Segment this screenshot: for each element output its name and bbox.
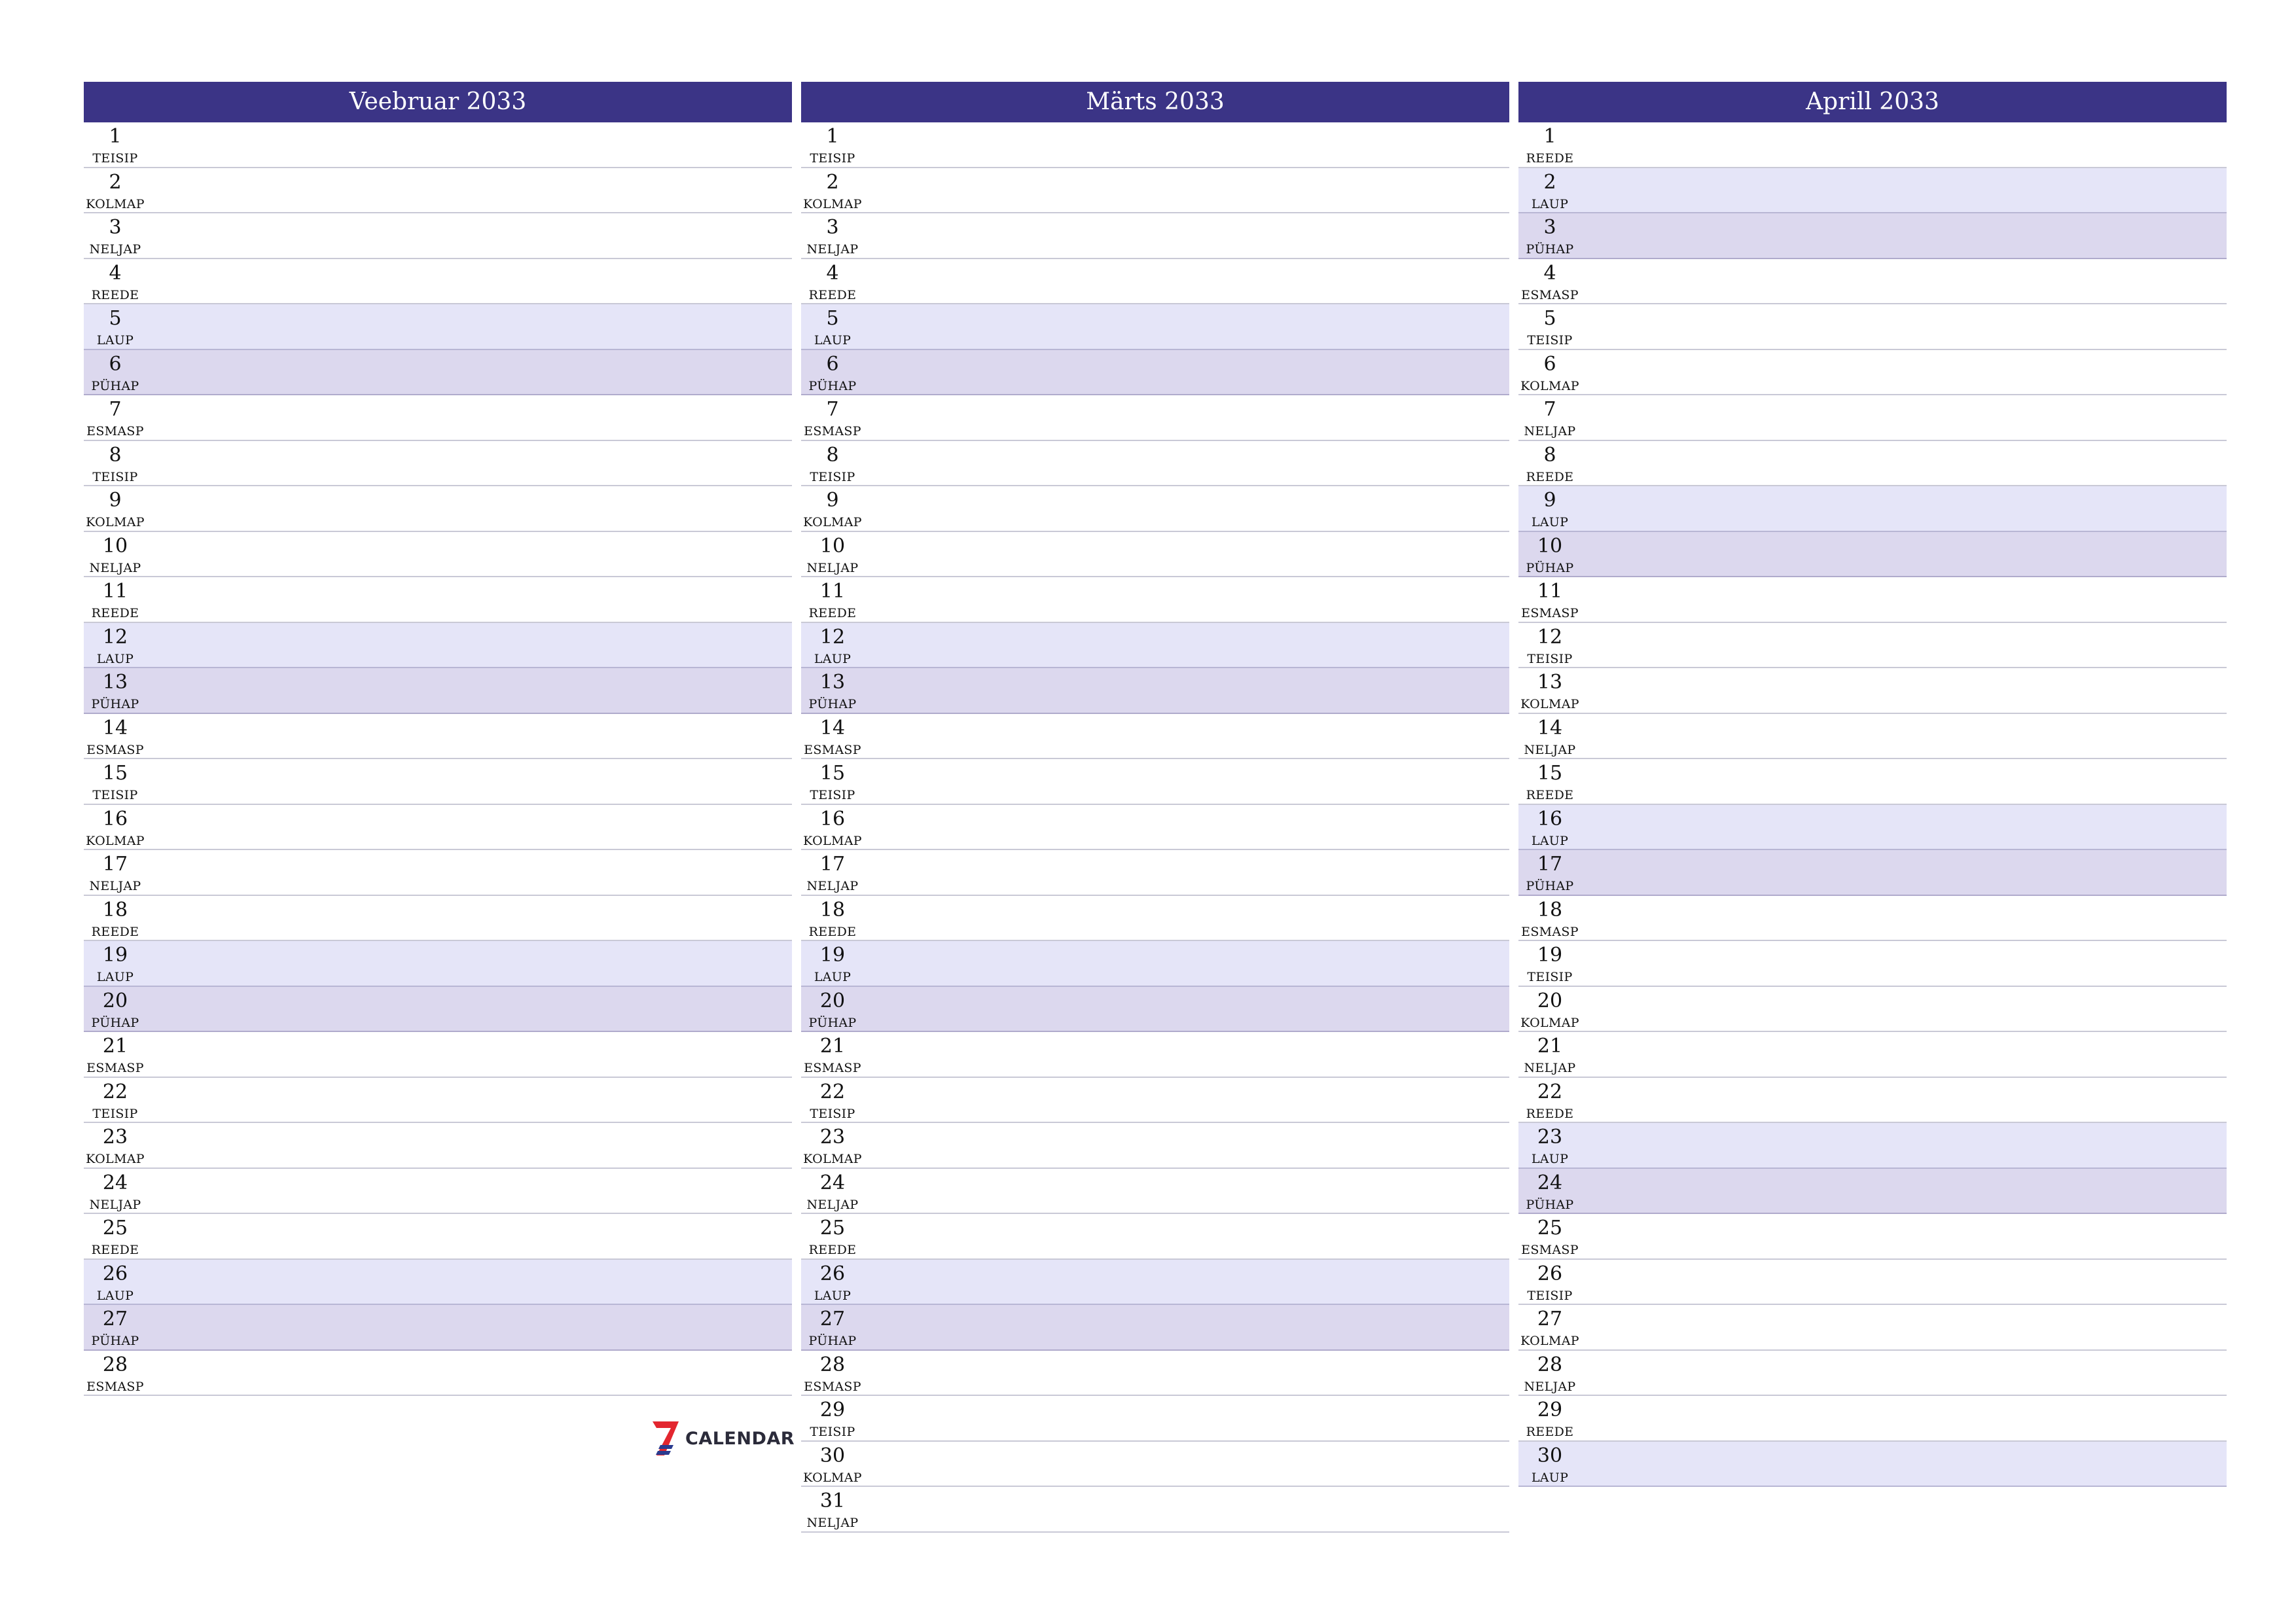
weekday-label: TEISIP bbox=[810, 151, 855, 166]
day-number: 2 bbox=[1543, 170, 1556, 194]
weekday-label: REEDE bbox=[808, 1243, 857, 1257]
weekday-label: REEDE bbox=[1526, 1425, 1574, 1439]
day-row bbox=[801, 1169, 1509, 1215]
day-row bbox=[801, 1487, 1509, 1533]
weekday-label: ESMASP bbox=[1521, 287, 1579, 302]
day-row bbox=[1518, 668, 2227, 714]
day-number: 16 bbox=[1537, 807, 1563, 830]
day-row bbox=[801, 213, 1509, 259]
weekday-label: PÜHAP bbox=[808, 697, 857, 711]
day-row bbox=[84, 122, 792, 168]
weekday-label: PÜHAP bbox=[808, 1334, 857, 1348]
day-row bbox=[84, 168, 792, 214]
weekday-label: REEDE bbox=[1526, 151, 1574, 166]
day-row bbox=[1518, 122, 2227, 168]
day-row bbox=[1518, 213, 2227, 259]
day-number: 22 bbox=[1537, 1080, 1563, 1103]
day-number: 15 bbox=[1537, 762, 1563, 785]
day-number: 25 bbox=[819, 1217, 846, 1240]
day-row bbox=[1518, 1169, 2227, 1215]
day-number: 26 bbox=[819, 1262, 846, 1285]
day-number: 9 bbox=[1543, 489, 1556, 512]
day-row bbox=[801, 532, 1509, 578]
weekday-label: REEDE bbox=[1526, 469, 1574, 484]
day-row bbox=[801, 941, 1509, 987]
day-number: 24 bbox=[102, 1171, 128, 1194]
day-number: 29 bbox=[1537, 1399, 1563, 1421]
day-row bbox=[84, 1260, 792, 1306]
day-row bbox=[1518, 577, 2227, 623]
day-number: 8 bbox=[826, 443, 839, 467]
day-row bbox=[801, 896, 1509, 942]
weekday-label: REEDE bbox=[91, 1243, 139, 1257]
day-row bbox=[801, 1214, 1509, 1260]
day-row bbox=[801, 1123, 1509, 1169]
weekday-label: TEISIP bbox=[810, 469, 855, 484]
day-number: 13 bbox=[819, 671, 846, 694]
day-number: 16 bbox=[102, 807, 128, 830]
day-number: 22 bbox=[102, 1080, 128, 1103]
weekday-label: LAUP bbox=[1531, 196, 1569, 211]
weekday-label: REEDE bbox=[808, 606, 857, 620]
day-number: 25 bbox=[1537, 1217, 1563, 1240]
weekday-label: NELJAP bbox=[1524, 1379, 1576, 1394]
day-row bbox=[801, 486, 1509, 532]
day-number: 6 bbox=[826, 352, 839, 376]
month-april bbox=[1518, 82, 2227, 1487]
weekday-label: TEISIP bbox=[810, 788, 855, 802]
month-title: Veebruar 2033 bbox=[84, 82, 792, 122]
day-number: 2 bbox=[826, 170, 839, 194]
day-number: 21 bbox=[102, 1035, 128, 1058]
weekday-label: PÜHAP bbox=[1526, 560, 1574, 575]
day-number: 27 bbox=[102, 1308, 128, 1330]
day-row bbox=[1518, 987, 2227, 1033]
weekday-label: NELJAP bbox=[89, 879, 141, 893]
weekday-label: REEDE bbox=[1526, 788, 1574, 802]
day-row bbox=[84, 759, 792, 805]
day-number: 27 bbox=[1537, 1308, 1563, 1330]
weekday-label: PÜHAP bbox=[808, 1015, 857, 1030]
day-number: 10 bbox=[1537, 534, 1563, 558]
day-row bbox=[1518, 623, 2227, 669]
day-row bbox=[84, 623, 792, 669]
day-row bbox=[801, 1305, 1509, 1351]
day-number: 25 bbox=[102, 1217, 128, 1240]
seven-logo-icon bbox=[651, 1420, 680, 1457]
day-number: 20 bbox=[1537, 989, 1563, 1012]
weekday-label: LAUP bbox=[96, 651, 134, 666]
weekday-label: PÜHAP bbox=[91, 1015, 139, 1030]
weekday-label: KOLMAP bbox=[803, 1152, 862, 1166]
day-number: 12 bbox=[819, 625, 846, 649]
day-number: 10 bbox=[819, 534, 846, 558]
day-row bbox=[84, 259, 792, 305]
day-list bbox=[84, 122, 792, 1396]
weekday-label: NELJAP bbox=[1524, 1061, 1576, 1075]
day-number: 3 bbox=[109, 216, 122, 239]
weekday-label: TEISIP bbox=[92, 1106, 138, 1121]
weekday-label: REEDE bbox=[808, 924, 857, 939]
day-number: 19 bbox=[1537, 944, 1563, 967]
day-row bbox=[801, 259, 1509, 305]
day-number: 28 bbox=[102, 1353, 128, 1376]
calendar-logo bbox=[651, 1420, 795, 1457]
weekday-label: PÜHAP bbox=[91, 378, 139, 393]
weekday-label: LAUP bbox=[1531, 1152, 1569, 1166]
weekday-label: TEISIP bbox=[810, 1425, 855, 1439]
day-number: 12 bbox=[1537, 625, 1563, 649]
day-number: 5 bbox=[1543, 307, 1556, 330]
weekday-label: NELJAP bbox=[806, 560, 859, 575]
day-number: 7 bbox=[826, 398, 839, 421]
day-number: 26 bbox=[1537, 1262, 1563, 1285]
day-row bbox=[84, 1351, 792, 1397]
day-row bbox=[1518, 1214, 2227, 1260]
day-number: 17 bbox=[102, 853, 128, 876]
day-number: 13 bbox=[1537, 671, 1563, 694]
day-row bbox=[1518, 395, 2227, 441]
day-row bbox=[84, 213, 792, 259]
weekday-label: ESMASP bbox=[86, 424, 144, 438]
month-title: Aprill 2033 bbox=[1518, 82, 2227, 122]
day-row bbox=[84, 532, 792, 578]
weekday-label: TEISIP bbox=[1527, 970, 1573, 984]
day-number: 8 bbox=[109, 443, 122, 467]
day-row bbox=[801, 1396, 1509, 1442]
day-row bbox=[1518, 850, 2227, 896]
day-row bbox=[84, 577, 792, 623]
day-row bbox=[1518, 350, 2227, 396]
day-number: 30 bbox=[1537, 1444, 1563, 1467]
weekday-label: PÜHAP bbox=[1526, 1197, 1574, 1212]
weekday-label: KOLMAP bbox=[803, 515, 862, 529]
day-row bbox=[801, 395, 1509, 441]
day-row bbox=[1518, 1351, 2227, 1397]
day-number: 30 bbox=[819, 1444, 846, 1467]
weekday-label: TEISIP bbox=[92, 151, 138, 166]
day-number: 14 bbox=[819, 716, 846, 740]
day-number: 8 bbox=[1543, 443, 1556, 467]
weekday-label: PÜHAP bbox=[91, 697, 139, 711]
weekday-label: REEDE bbox=[1526, 1106, 1574, 1121]
day-number: 17 bbox=[819, 853, 846, 876]
weekday-label: ESMASP bbox=[1521, 924, 1579, 939]
day-number: 1 bbox=[1543, 125, 1556, 148]
day-number: 24 bbox=[819, 1171, 846, 1194]
day-number: 18 bbox=[819, 898, 846, 921]
day-number: 12 bbox=[102, 625, 128, 649]
day-row bbox=[84, 395, 792, 441]
day-row bbox=[1518, 168, 2227, 214]
day-number: 26 bbox=[102, 1262, 128, 1285]
day-number: 20 bbox=[102, 989, 128, 1012]
weekday-label: ESMASP bbox=[1521, 1243, 1579, 1257]
day-row bbox=[84, 1169, 792, 1215]
day-number: 24 bbox=[1537, 1171, 1563, 1194]
day-row bbox=[801, 1078, 1509, 1124]
weekday-label: TEISIP bbox=[92, 788, 138, 802]
month-february bbox=[84, 82, 792, 1396]
weekday-label: LAUP bbox=[96, 333, 134, 348]
day-number: 11 bbox=[102, 580, 128, 603]
day-number: 22 bbox=[819, 1080, 846, 1103]
day-row bbox=[1518, 759, 2227, 805]
day-number: 4 bbox=[109, 261, 122, 285]
day-number: 27 bbox=[819, 1308, 846, 1330]
day-number: 1 bbox=[109, 125, 122, 148]
day-row bbox=[1518, 441, 2227, 487]
day-row bbox=[1518, 486, 2227, 532]
weekday-label: KOLMAP bbox=[1520, 697, 1579, 711]
day-number: 13 bbox=[102, 671, 128, 694]
weekday-label: ESMASP bbox=[804, 1061, 861, 1075]
day-number: 1 bbox=[826, 125, 839, 148]
weekday-label: PÜHAP bbox=[91, 1334, 139, 1348]
day-row bbox=[801, 759, 1509, 805]
weekday-label: LAUP bbox=[1531, 1470, 1569, 1485]
day-row bbox=[801, 122, 1509, 168]
weekday-label: KOLMAP bbox=[86, 1152, 145, 1166]
day-number: 15 bbox=[102, 762, 128, 785]
day-row bbox=[1518, 714, 2227, 760]
day-number: 4 bbox=[826, 261, 839, 285]
weekday-label: TEISIP bbox=[92, 469, 138, 484]
day-number: 7 bbox=[1543, 398, 1556, 421]
day-row bbox=[84, 987, 792, 1033]
day-number: 23 bbox=[819, 1126, 846, 1149]
weekday-label: ESMASP bbox=[1521, 606, 1579, 620]
weekday-label: ESMASP bbox=[804, 742, 861, 757]
day-row bbox=[84, 486, 792, 532]
day-number: 19 bbox=[819, 944, 846, 967]
weekday-label: ESMASP bbox=[86, 1379, 144, 1394]
day-row bbox=[84, 941, 792, 987]
day-list bbox=[801, 122, 1509, 1533]
day-row bbox=[1518, 1032, 2227, 1078]
day-row bbox=[801, 577, 1509, 623]
weekday-label: REEDE bbox=[808, 287, 857, 302]
weekday-label: ESMASP bbox=[86, 1061, 144, 1075]
weekday-label: KOLMAP bbox=[803, 1470, 862, 1485]
weekday-label: KOLMAP bbox=[86, 196, 145, 211]
day-number: 5 bbox=[826, 307, 839, 330]
weekday-label: LAUP bbox=[814, 651, 852, 666]
day-row bbox=[801, 168, 1509, 214]
day-row bbox=[1518, 805, 2227, 851]
weekday-label: KOLMAP bbox=[803, 196, 862, 211]
day-row bbox=[1518, 532, 2227, 578]
day-row bbox=[1518, 1305, 2227, 1351]
weekday-label: KOLMAP bbox=[86, 515, 145, 529]
day-number: 19 bbox=[102, 944, 128, 967]
day-row bbox=[1518, 1078, 2227, 1124]
weekday-label: LAUP bbox=[96, 1288, 134, 1303]
weekday-label: NELJAP bbox=[806, 1197, 859, 1212]
weekday-label: NELJAP bbox=[89, 1197, 141, 1212]
month-title: Märts 2033 bbox=[801, 82, 1509, 122]
weekday-label: LAUP bbox=[1531, 833, 1569, 848]
weekday-label: LAUP bbox=[814, 970, 852, 984]
day-number: 11 bbox=[819, 580, 846, 603]
day-list bbox=[1518, 122, 2227, 1487]
day-row bbox=[801, 668, 1509, 714]
day-number: 28 bbox=[1537, 1353, 1563, 1376]
day-number: 17 bbox=[1537, 853, 1563, 876]
weekday-label: KOLMAP bbox=[86, 833, 145, 848]
weekday-label: PÜHAP bbox=[1526, 879, 1574, 893]
weekday-label: NELJAP bbox=[806, 879, 859, 893]
weekday-label: TEISIP bbox=[1527, 333, 1573, 348]
day-row bbox=[801, 987, 1509, 1033]
day-number: 23 bbox=[102, 1126, 128, 1149]
day-row bbox=[801, 1442, 1509, 1488]
weekday-label: NELJAP bbox=[806, 242, 859, 257]
day-number: 14 bbox=[102, 716, 128, 740]
day-number: 11 bbox=[1537, 580, 1563, 603]
day-number: 21 bbox=[819, 1035, 846, 1058]
day-number: 28 bbox=[819, 1353, 846, 1376]
day-row bbox=[84, 304, 792, 350]
day-row bbox=[84, 850, 792, 896]
day-row bbox=[801, 1260, 1509, 1306]
day-number: 29 bbox=[819, 1399, 846, 1421]
day-number: 9 bbox=[109, 489, 122, 512]
day-row bbox=[84, 805, 792, 851]
day-row bbox=[84, 350, 792, 396]
day-row bbox=[1518, 1260, 2227, 1306]
day-row bbox=[1518, 304, 2227, 350]
weekday-label: REEDE bbox=[91, 606, 139, 620]
day-number: 6 bbox=[109, 352, 122, 376]
day-number: 3 bbox=[1543, 216, 1556, 239]
weekday-label: KOLMAP bbox=[1520, 1015, 1579, 1030]
day-row bbox=[1518, 1442, 2227, 1488]
day-number: 9 bbox=[826, 489, 839, 512]
weekday-label: LAUP bbox=[1531, 515, 1569, 529]
day-row bbox=[801, 441, 1509, 487]
day-row bbox=[84, 714, 792, 760]
weekday-label: REEDE bbox=[91, 287, 139, 302]
day-row bbox=[84, 1305, 792, 1351]
day-row bbox=[84, 896, 792, 942]
weekday-label: LAUP bbox=[96, 970, 134, 984]
weekday-label: PÜHAP bbox=[808, 378, 857, 393]
day-number: 5 bbox=[109, 307, 122, 330]
day-row bbox=[1518, 1123, 2227, 1169]
day-number: 14 bbox=[1537, 716, 1563, 740]
day-row bbox=[84, 1123, 792, 1169]
weekday-label: NELJAP bbox=[89, 242, 141, 257]
weekday-label: NELJAP bbox=[1524, 424, 1576, 438]
weekday-label: ESMASP bbox=[86, 742, 144, 757]
day-row bbox=[1518, 259, 2227, 305]
weekday-label: TEISIP bbox=[810, 1106, 855, 1121]
day-number: 16 bbox=[819, 807, 846, 830]
day-row bbox=[801, 1351, 1509, 1397]
day-row bbox=[1518, 896, 2227, 942]
weekday-label: LAUP bbox=[814, 333, 852, 348]
day-number: 18 bbox=[1537, 898, 1563, 921]
day-row bbox=[84, 1214, 792, 1260]
weekday-label: KOLMAP bbox=[1520, 378, 1579, 393]
weekday-label: NELJAP bbox=[1524, 742, 1576, 757]
weekday-label: KOLMAP bbox=[803, 833, 862, 848]
day-row bbox=[801, 304, 1509, 350]
weekday-label: TEISIP bbox=[1527, 1288, 1573, 1303]
day-number: 18 bbox=[102, 898, 128, 921]
weekday-label: NELJAP bbox=[89, 560, 141, 575]
day-number: 21 bbox=[1537, 1035, 1563, 1058]
day-row bbox=[801, 805, 1509, 851]
day-number: 4 bbox=[1543, 261, 1556, 285]
weekday-label: KOLMAP bbox=[1520, 1334, 1579, 1348]
day-number: 2 bbox=[109, 170, 122, 194]
weekday-label: ESMASP bbox=[804, 1379, 861, 1394]
month-march bbox=[801, 82, 1509, 1533]
weekday-label: TEISIP bbox=[1527, 651, 1573, 666]
day-number: 3 bbox=[826, 216, 839, 239]
weekday-label: ESMASP bbox=[804, 424, 861, 438]
day-row bbox=[801, 850, 1509, 896]
day-row bbox=[84, 1078, 792, 1124]
day-row bbox=[801, 623, 1509, 669]
day-row bbox=[1518, 1396, 2227, 1442]
weekday-label: PÜHAP bbox=[1526, 242, 1574, 257]
day-number: 7 bbox=[109, 398, 122, 421]
day-row bbox=[801, 350, 1509, 396]
day-number: 15 bbox=[819, 762, 846, 785]
day-number: 23 bbox=[1537, 1126, 1563, 1149]
day-number: 20 bbox=[819, 989, 846, 1012]
day-number: 10 bbox=[102, 534, 128, 558]
weekday-label: LAUP bbox=[814, 1288, 852, 1303]
weekday-label: NELJAP bbox=[806, 1516, 859, 1530]
day-row bbox=[801, 714, 1509, 760]
day-row bbox=[84, 441, 792, 487]
day-row bbox=[84, 668, 792, 714]
day-row bbox=[84, 1032, 792, 1078]
day-number: 6 bbox=[1543, 352, 1556, 376]
day-number: 31 bbox=[819, 1489, 846, 1512]
weekday-label: REEDE bbox=[91, 924, 139, 939]
day-row bbox=[801, 1032, 1509, 1078]
logo-text: CALENDAR bbox=[685, 1428, 795, 1449]
day-row bbox=[1518, 941, 2227, 987]
